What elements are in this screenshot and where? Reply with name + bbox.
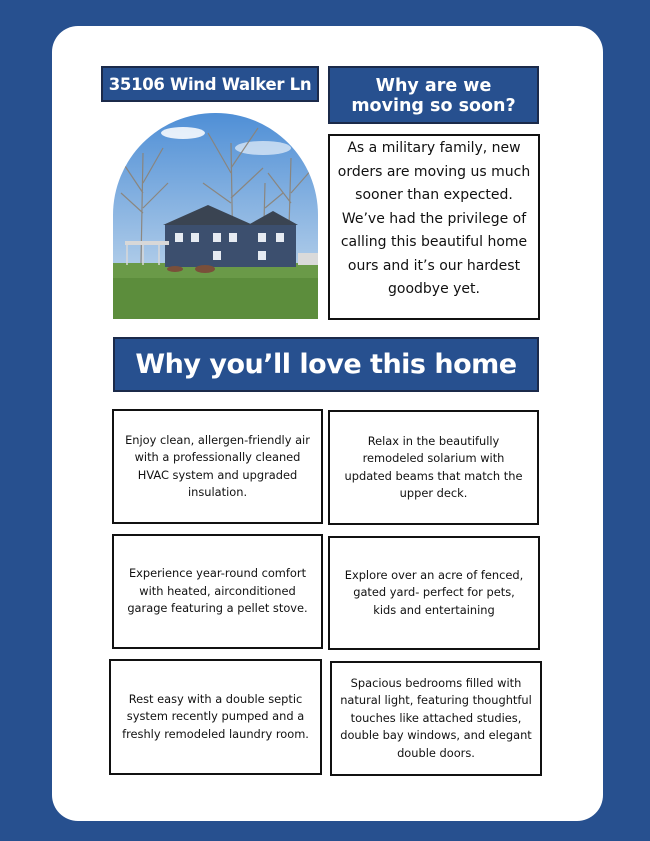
why-moving-text: As a military family, new orders are moving us much sooner than expected. We’ve had the privilege of calling this beautiful home ours and it’s our hardest goodbye yet. [328, 134, 540, 320]
feature-hvac [112, 409, 323, 524]
house-photo [113, 113, 318, 319]
feature-text: Enjoy clean, allergen-friendly air with a professionally cleaned HVAC system and upgraded insulation. [125, 432, 310, 499]
why-moving-heading: Why are we moving so soon? [328, 66, 539, 124]
feature-bedrooms [330, 661, 542, 776]
feature-text: Spacious bedrooms filled with natural light, featuring thoughtful touches like attached studies, double bay windows, and elegant double doors. [340, 675, 532, 760]
house-photo-illustration [113, 113, 318, 319]
feature-garage [112, 534, 323, 649]
feature-text: Explore over an acre of fenced, gated yard- perfect for pets, kids and entertaining [344, 567, 524, 617]
feature-septic [109, 659, 322, 775]
address-label: 35106 Wind Walker Ln [101, 66, 319, 102]
feature-solarium [328, 410, 539, 525]
love-home-heading: Why you’ll love this home [113, 337, 539, 392]
feature-text: Experience year-round comfort with heated, airconditioned garage featuring a pellet stove. [127, 566, 308, 616]
feature-yard [328, 536, 540, 650]
feature-text: Rest easy with a double septic system recently pumped and a freshly remodeled laundry room. [122, 691, 309, 741]
feature-text: Relax in the beautifully remodeled solarium with updated beams that match the upper deck. [344, 433, 523, 500]
